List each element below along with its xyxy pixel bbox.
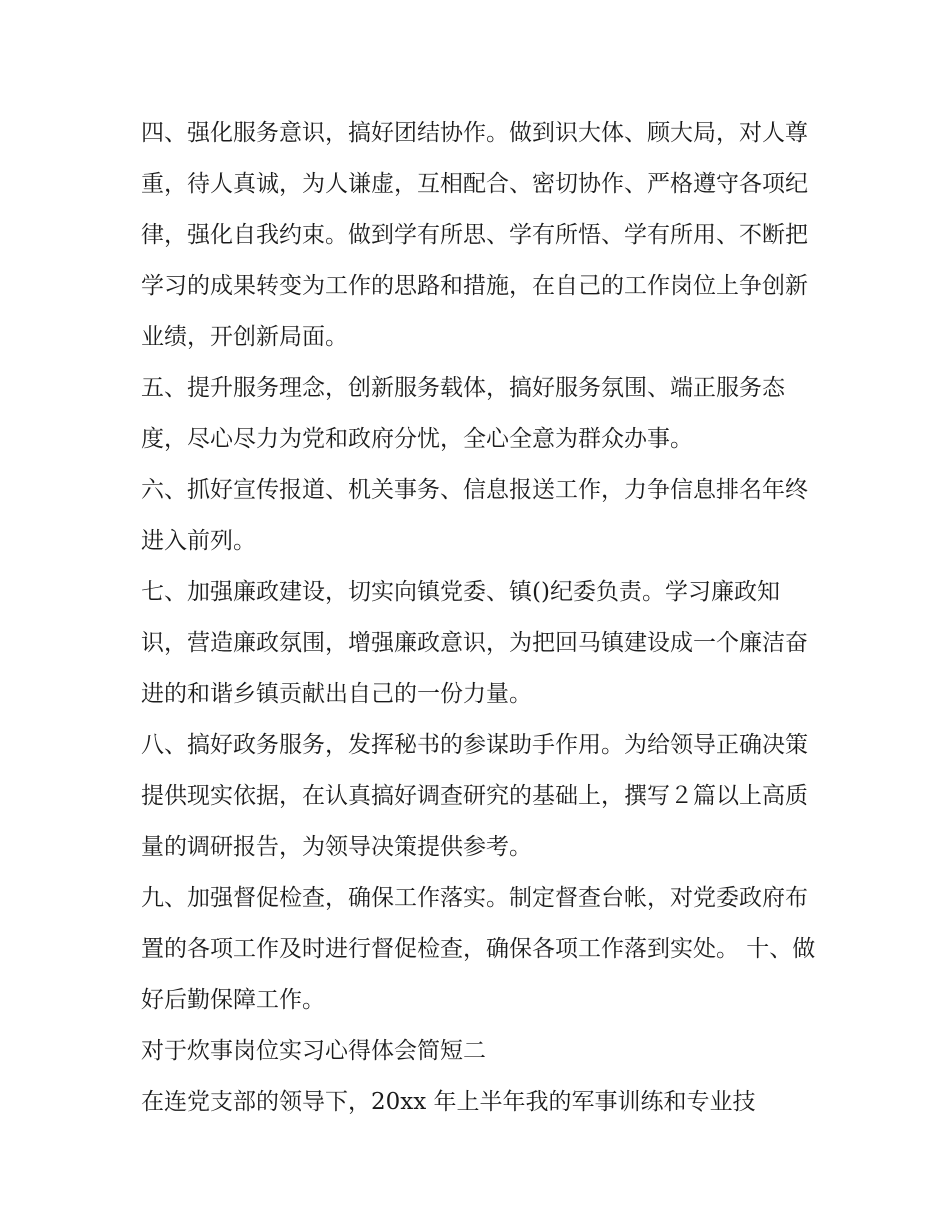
- paragraph-item-5: 五、提升服务理念，创新服务载体，搞好服务氛围、端正服务态度，尽心尽力为党和政府分忧，全心全意为群众办事。: [141, 375, 785, 452]
- document-body: [141, 108, 821, 1128]
- paragraph-item-9: 九、加强督促检查，确保工作落实。制定督查台帐，对党委政府布置的各项工作及时进行督促检查，确保各项工作落到实处。 十、做好后勤保障工作。: [141, 885, 816, 1013]
- section-heading: 对于炊事岗位实习心得体会简短二: [141, 1038, 486, 1064]
- paragraph-item-4: 四、强化服务意识，搞好团结协作。做到识大体、顾大局，对人尊重，待人真诚，为人谦虚，互相配合、密切协作、严格遵守各项纪律，强化自我约束。做到学有所思、学有所悟、学有所用、不断把学习的成果转变为工作的思路和措施，在自己的工作岗位上争创新业绩，开创新局面。: [141, 120, 808, 350]
- paragraph-item-8: 八、搞好政务服务，发挥秘书的参谋助手作用。为给领导正确决策提供现实依据，在认真搞好调查研究的基础上，撰写２篇以上高质量的调研报告，为领导决策提供参考。: [141, 732, 808, 860]
- paragraph-item-7: 七、加强廉政建设，切实向镇党委、镇()纪委负责。学习廉政知识，营造廉政氛围，增强廉政意识，为把回马镇建设成一个廉洁奋进的和谐乡镇贡献出自己的一份力量。: [141, 579, 808, 707]
- paragraph-intro: 在连党支部的领导下，20xx 年上半年我的军事训练和专业技: [141, 1089, 756, 1115]
- paragraph-item-6: 六、抓好宣传报道、机关事务、信息报送工作，力争信息排名年终进入前列。: [141, 477, 808, 554]
